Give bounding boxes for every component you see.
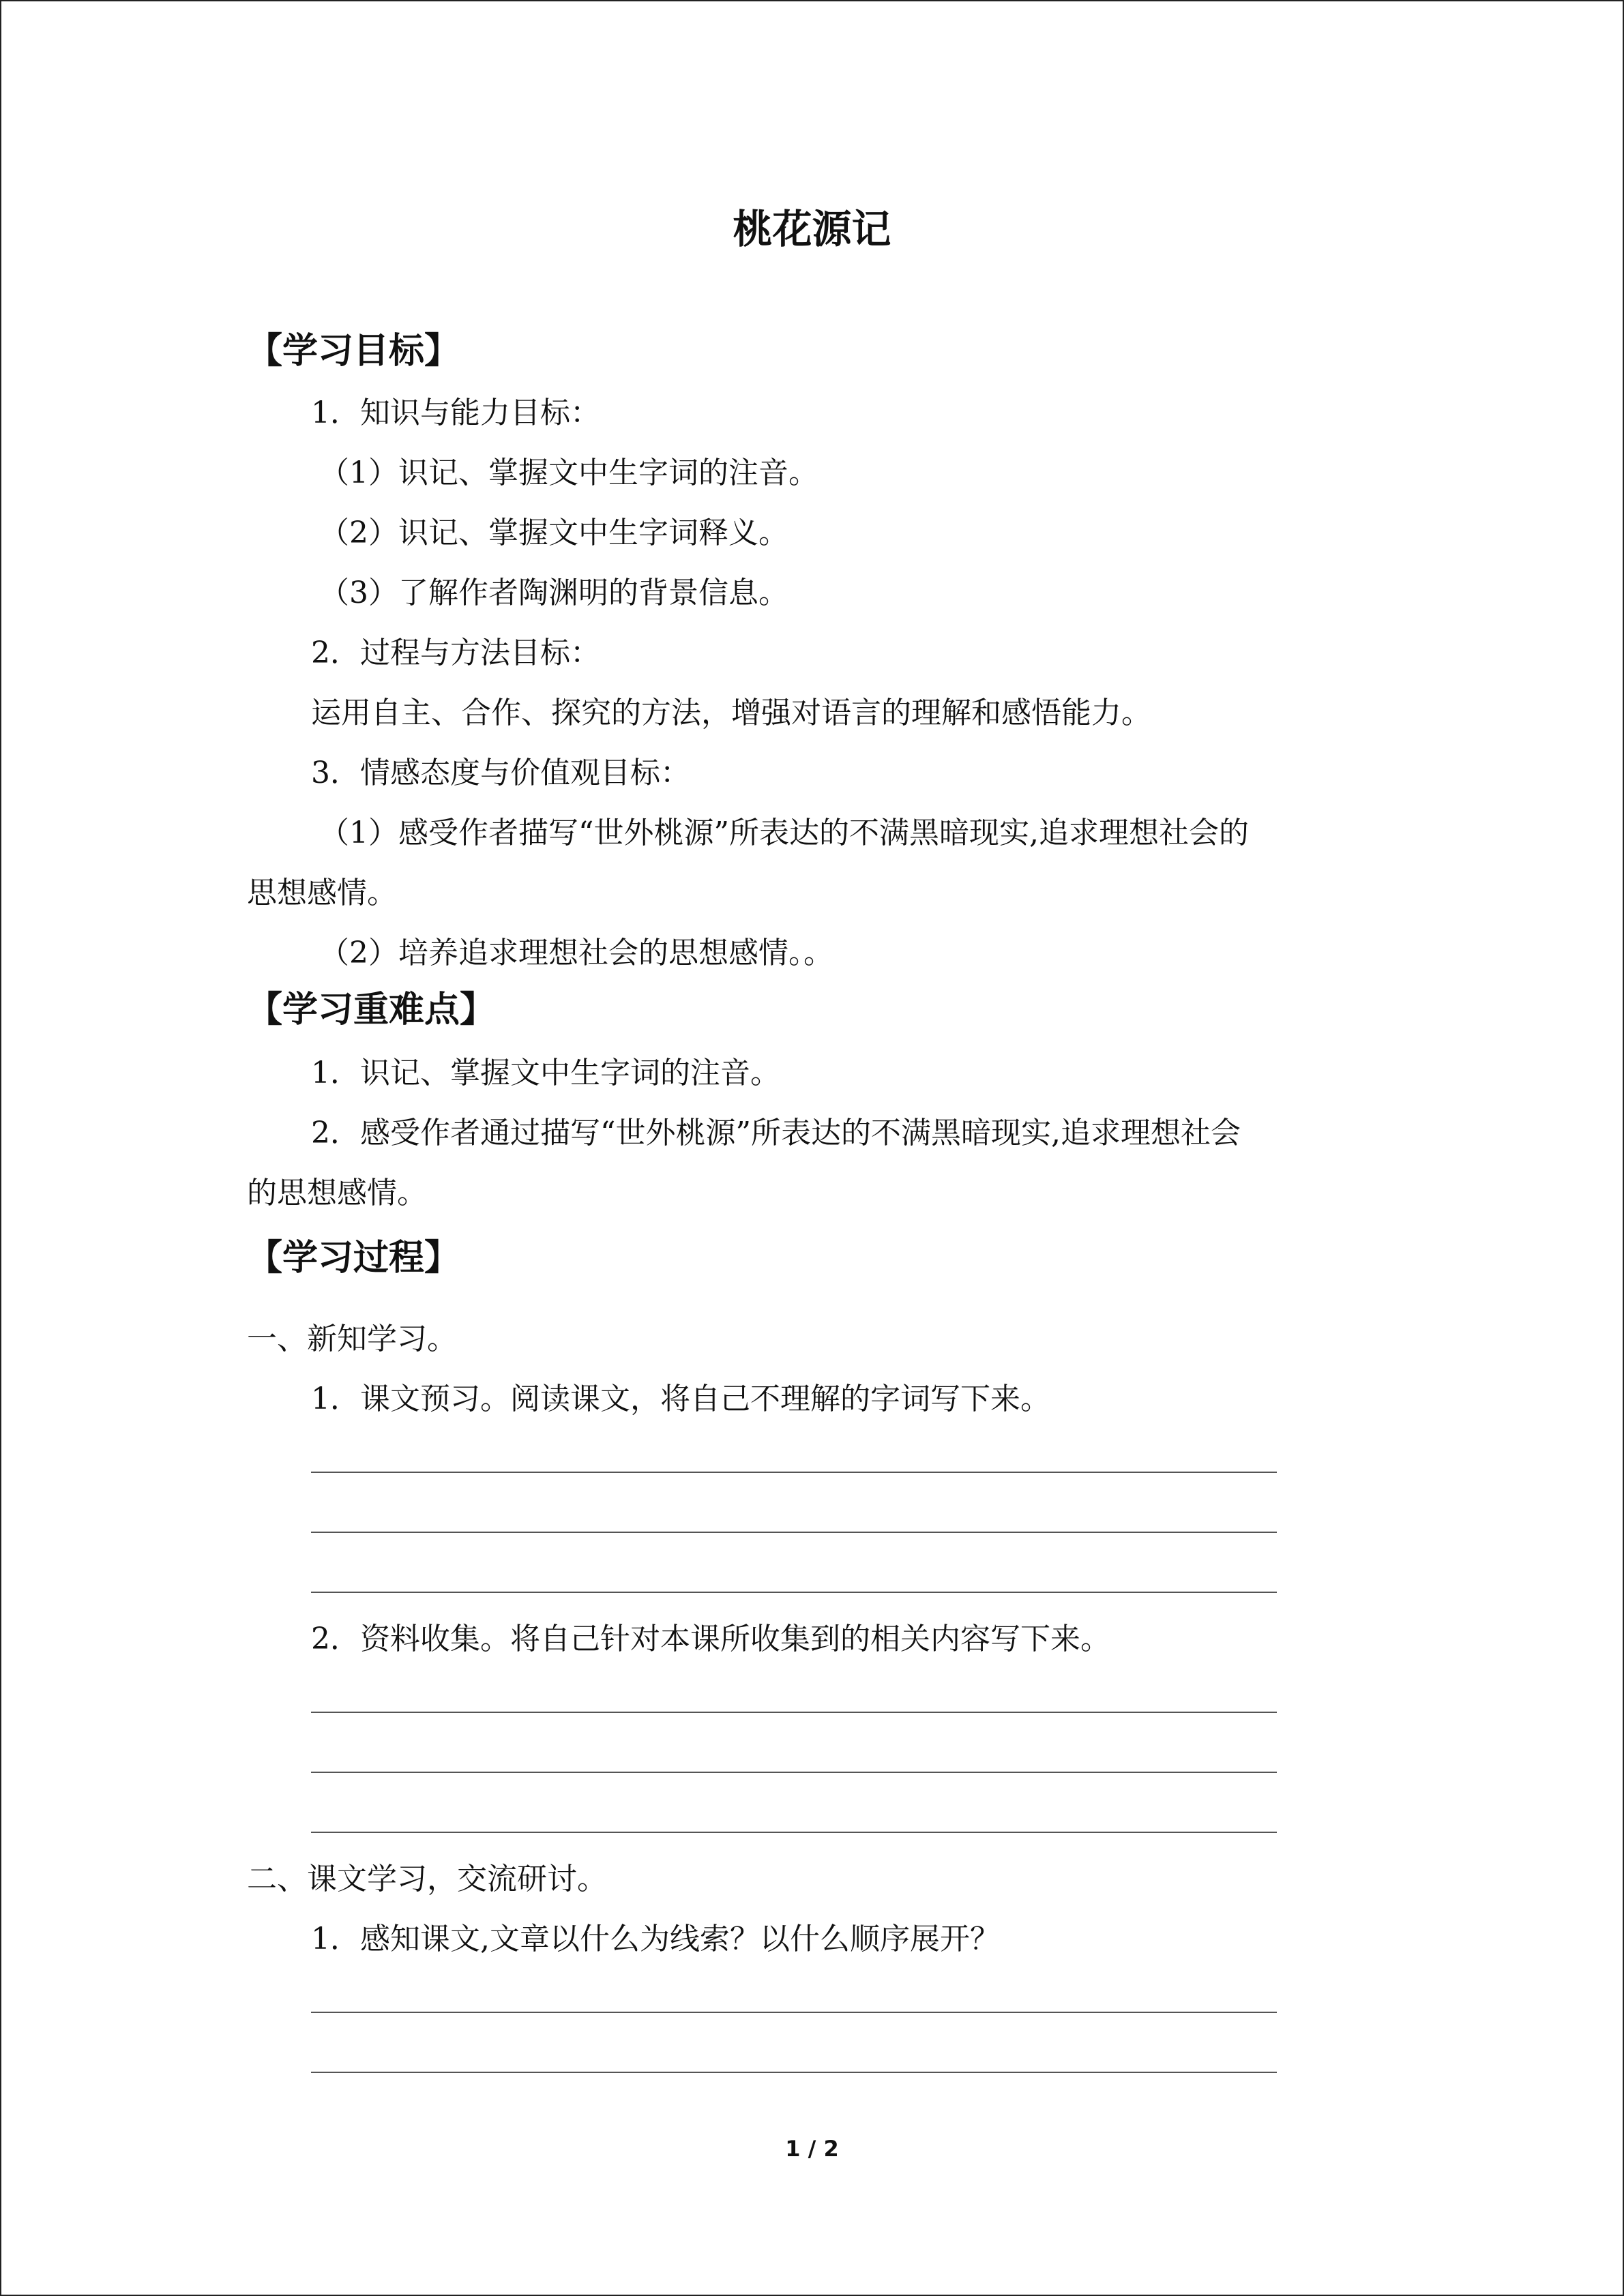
answer-line[interactable] bbox=[311, 1472, 1277, 1473]
answer-line[interactable] bbox=[311, 1772, 1277, 1773]
emotion-item-1-cont: 思想感情。 bbox=[247, 876, 397, 910]
document-title: 桃花源记 bbox=[733, 206, 891, 252]
key-point-1: 1．识记、掌握文中生字词的注音。 bbox=[311, 1056, 780, 1090]
answer-line[interactable] bbox=[311, 1832, 1277, 1833]
question-3: 1．感知课文,文章以什么为线索？以什么顺序展开？ bbox=[311, 1922, 1000, 1956]
answer-line[interactable] bbox=[311, 2072, 1277, 2073]
emotion-item-2: （2）培养追求理想社会的思想感情。。 bbox=[319, 936, 833, 970]
process-objective: 2．过程与方法目标： bbox=[311, 636, 600, 670]
key-point-2: 2．感受作者通过描写“世外桃源”所表达的不满黑暗现实,追求理想社会 bbox=[311, 1116, 1241, 1150]
question-1: 1．课文预习。阅读课文，将自己不理解的字词写下来。 bbox=[311, 1382, 1050, 1416]
page-number: 1 / 2 bbox=[785, 2136, 839, 2162]
emotion-objective: 3．情感态度与价值观目标： bbox=[311, 756, 690, 790]
objectives-heading: 【学习目标】 bbox=[247, 331, 460, 372]
answer-line[interactable] bbox=[311, 1592, 1277, 1593]
knowledge-objective: 1．知识与能力目标： bbox=[311, 396, 600, 430]
knowledge-item-3: （3）了解作者陶渊明的背景信息。 bbox=[319, 576, 788, 610]
answer-line[interactable] bbox=[311, 1532, 1277, 1533]
part-one-title: 一、新知学习。 bbox=[247, 1322, 457, 1356]
emotion-item-1: （1）感受作者描写“世外桃源”所表达的不满黑暗现实,追求理想社会的 bbox=[319, 816, 1249, 850]
key-point-2-cont: 的思想感情。 bbox=[247, 1176, 427, 1210]
part-two-title: 二、课文学习，交流研讨。 bbox=[247, 1862, 607, 1896]
process-heading: 【学习过程】 bbox=[247, 1238, 460, 1279]
answer-line[interactable] bbox=[311, 1712, 1277, 1713]
knowledge-item-2: （2）识记、掌握文中生字词释义。 bbox=[319, 516, 788, 550]
answer-line[interactable] bbox=[311, 2012, 1277, 2013]
key-points-heading: 【学习重难点】 bbox=[247, 989, 496, 1030]
knowledge-item-1: （1）识记、掌握文中生字词的注音。 bbox=[319, 456, 818, 490]
process-objective-text: 运用自主、合作、探究的方法，增强对语言的理解和感悟能力。 bbox=[311, 696, 1151, 730]
question-2: 2．资料收集。将自己针对本课所收集到的相关内容写下来。 bbox=[311, 1622, 1110, 1656]
